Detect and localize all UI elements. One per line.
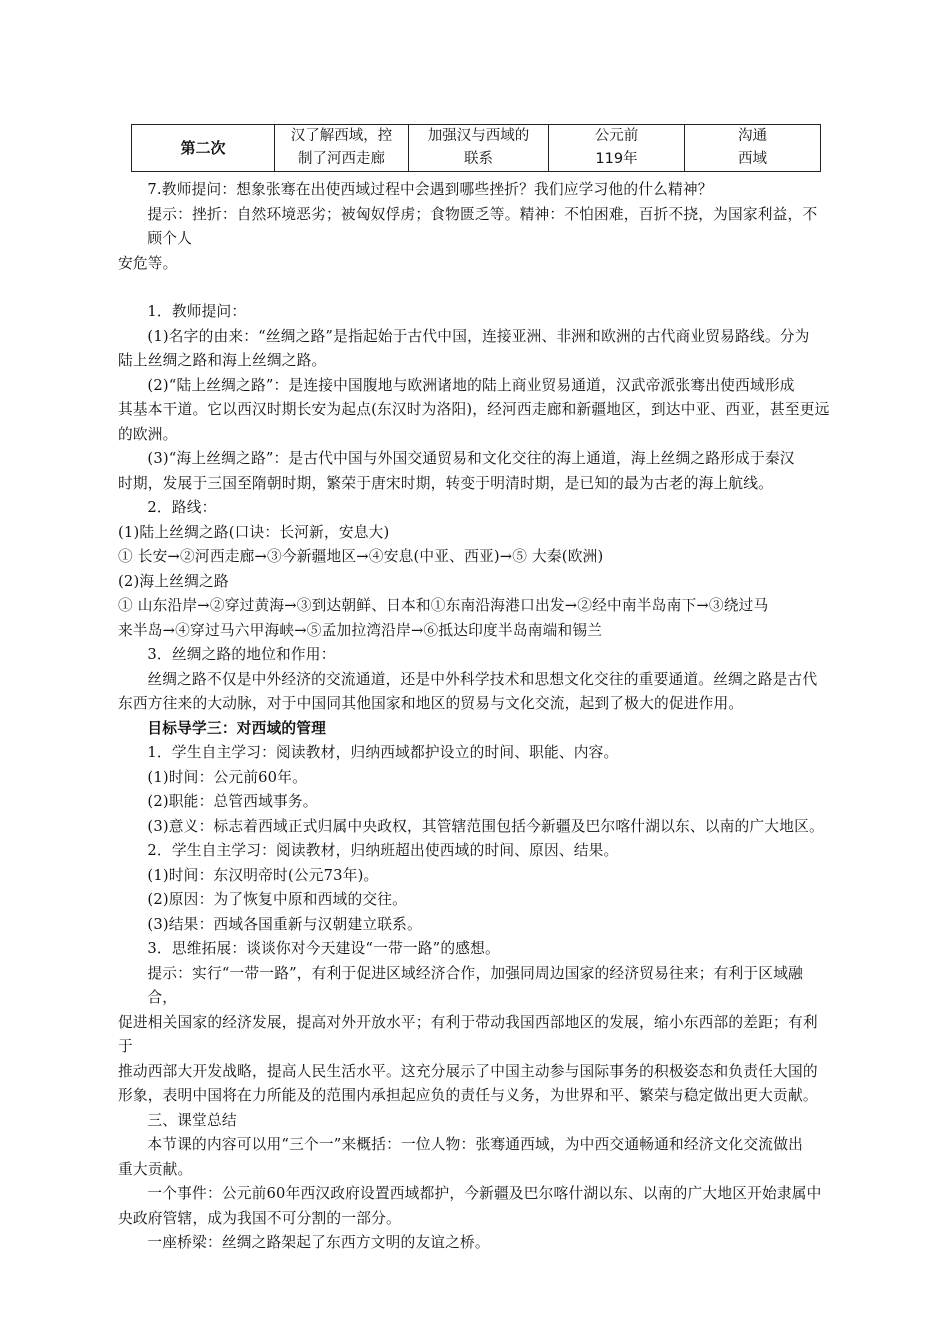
paragraph-gap xyxy=(118,276,832,300)
text-line: (2)职能：总管西域事务。 xyxy=(147,793,318,810)
text-line: (1)名字的由来：“丝绸之路”是指起始于古代中国，连接亚洲、非洲和欧洲的古代商业贸易路线。分为 xyxy=(147,327,810,345)
text-line: 东西方往来的大动脉，对于中国同其他国家和地区的贸易与文化交流，起到了极大的促进作用。 xyxy=(118,695,744,712)
text-line: 2．学生自主学习：阅读教材，归纳班超出使西域的时间、原因、结果。 xyxy=(147,842,619,859)
cell-text: 沟通 xyxy=(738,128,767,144)
cell-text: 西域 xyxy=(738,151,767,167)
text-line: 本节课的内容可以用“三个一”来概括：一位人物：张骞通西域，为中西交通畅通和经济文化交流做出 xyxy=(147,1136,803,1153)
text-line: 提示：挫折：自然环境恶劣；被匈奴俘虏；食物匮乏等。精神：不怕困难，百折不挠，为国家利益，不顾个人 xyxy=(147,205,818,247)
text-line: ① 山东沿岸→②穿过黄海→③到达朝鲜、日本和①东南沿海港口出发→②经中南半岛南下→③绕过马 xyxy=(118,597,769,614)
cell-text: 加强汉与西域的 xyxy=(427,128,530,144)
text-line: 推动西部大开发战略，提高人民生活水平。这充分展示了中国主动参与国际事务的积极姿态和负责任大国的 xyxy=(118,1062,818,1080)
text-line: (2)海上丝绸之路 xyxy=(118,572,229,590)
comparison-table xyxy=(131,124,821,172)
text-line: 的欧洲。 xyxy=(118,425,178,443)
text-line: (2)原因：为了恢复中原和西域的交往。 xyxy=(147,891,407,908)
table-cell xyxy=(132,125,275,172)
text-line: 安危等。 xyxy=(118,254,178,272)
text-line: (1)陆上丝绸之路(口诀：长河新，安息大) xyxy=(118,523,390,541)
text-line: 一个事件：公元前60年西汉政府设置西域都护，今新疆及巴尔喀什湖以东、以南的广大地区开始隶属中 xyxy=(147,1185,822,1202)
table-cell xyxy=(685,125,821,172)
cell-text: 联系 xyxy=(464,151,493,167)
text-line: (3)结果：西域各国重新与汉朝建立联系。 xyxy=(147,915,422,933)
table-cell xyxy=(549,125,685,172)
text-line: 3．丝绸之路的地位和作用： xyxy=(147,646,336,663)
cell-text: 第二次 xyxy=(180,138,226,157)
cell-text: 汉了解西域，控 xyxy=(290,128,393,144)
table-row xyxy=(132,125,821,172)
text-line: (1)时间：东汉明帝时(公元73年)。 xyxy=(147,866,379,884)
text-line: 1．学生自主学习：阅读教材，归纳西域都护设立的时间、职能、内容。 xyxy=(147,744,619,761)
text-line: 三、课堂总结 xyxy=(147,1111,237,1129)
cell-text: 119年 xyxy=(595,151,638,167)
text-line: 形象，表明中国将在力所能及的范围内承担起应负的责任与义务，为世界和平、繁荣与稳定做出更大贡献。 xyxy=(118,1087,818,1104)
text-line: 2．路线： xyxy=(147,499,217,516)
text-line: 来半岛→④穿过马六甲海峡→⑤孟加拉湾沿岸→⑥抵达印度半岛南端和锡兰 xyxy=(118,621,603,639)
table-cell xyxy=(409,125,549,172)
text-line: 提示：实行“一带一路”，有利于促进区域经济合作，加强同周边国家的经济贸易往来；有利于区域融合， xyxy=(147,964,803,1006)
text-line: (3)“海上丝绸之路”：是古代中国与外国交通贸易和文化交往的海上通道，海上丝绸之路形成于秦汉 xyxy=(147,450,795,467)
text-line: 时期，发展于三国至隋朝时期，繁荣于唐宋时期，转变于明清时期，是已知的最为古老的海上航线。 xyxy=(118,474,774,492)
table-cell xyxy=(275,125,409,172)
text-line: 一座桥梁：丝绸之路架起了东西方文明的友谊之桥。 xyxy=(147,1234,490,1251)
text-line: 丝绸之路不仅是中外经济的交流通道，还是中外科学技术和思想文化交往的重要通道。丝绸之路是古代 xyxy=(147,670,818,688)
text-line: 促进相关国家的经济发展，提高对外开放水平；有利于带动我国西部地区的发展，缩小东西部的差距；有利于 xyxy=(118,1013,818,1055)
text-line: (2)“陆上丝绸之路”：是连接中国腹地与欧洲诸地的陆上商业贸易通道，汉武帝派张骞出使西域形成 xyxy=(147,376,795,394)
text-line: 7.教师提问：想象张骞在出使西域过程中会遇到哪些挫折？我们应学习他的什么精神？ xyxy=(147,181,713,198)
text-line: 陆上丝绸之路和海上丝绸之路。 xyxy=(118,352,327,369)
section-heading: 目标导学三：对西域的管理 xyxy=(147,719,327,737)
text-line: ① 长安→②河西走廊→③今新疆地区→④安息(中亚、西亚)→⑤ 大秦(欧洲) xyxy=(118,548,604,565)
document-body xyxy=(118,178,832,1256)
text-line: (1)时间：公元前60年。 xyxy=(147,768,307,786)
cell-text: 公元前 xyxy=(594,128,639,144)
text-line: 重大贡献。 xyxy=(118,1160,193,1178)
text-line: 其基本干道。它以西汉时期长安为起点(东汉时为洛阳)，经河西走廊和新疆地区，到达中亚、西亚，甚至更远 xyxy=(118,401,830,418)
text-line: (3)意义：标志着西域正式归属中央政权，其管辖范围包括今新疆及巴尔喀什湖以东、以南的广大地区。 xyxy=(147,817,824,835)
text-line: 3．思维拓展：谈谈你对今天建设“一带一路”的感想。 xyxy=(147,940,500,957)
text-line: 1．教师提问： xyxy=(147,303,247,320)
cell-text: 制了河西走廊 xyxy=(298,151,385,167)
text-line: 央政府管辖，成为我国不可分割的一部分。 xyxy=(118,1209,401,1227)
